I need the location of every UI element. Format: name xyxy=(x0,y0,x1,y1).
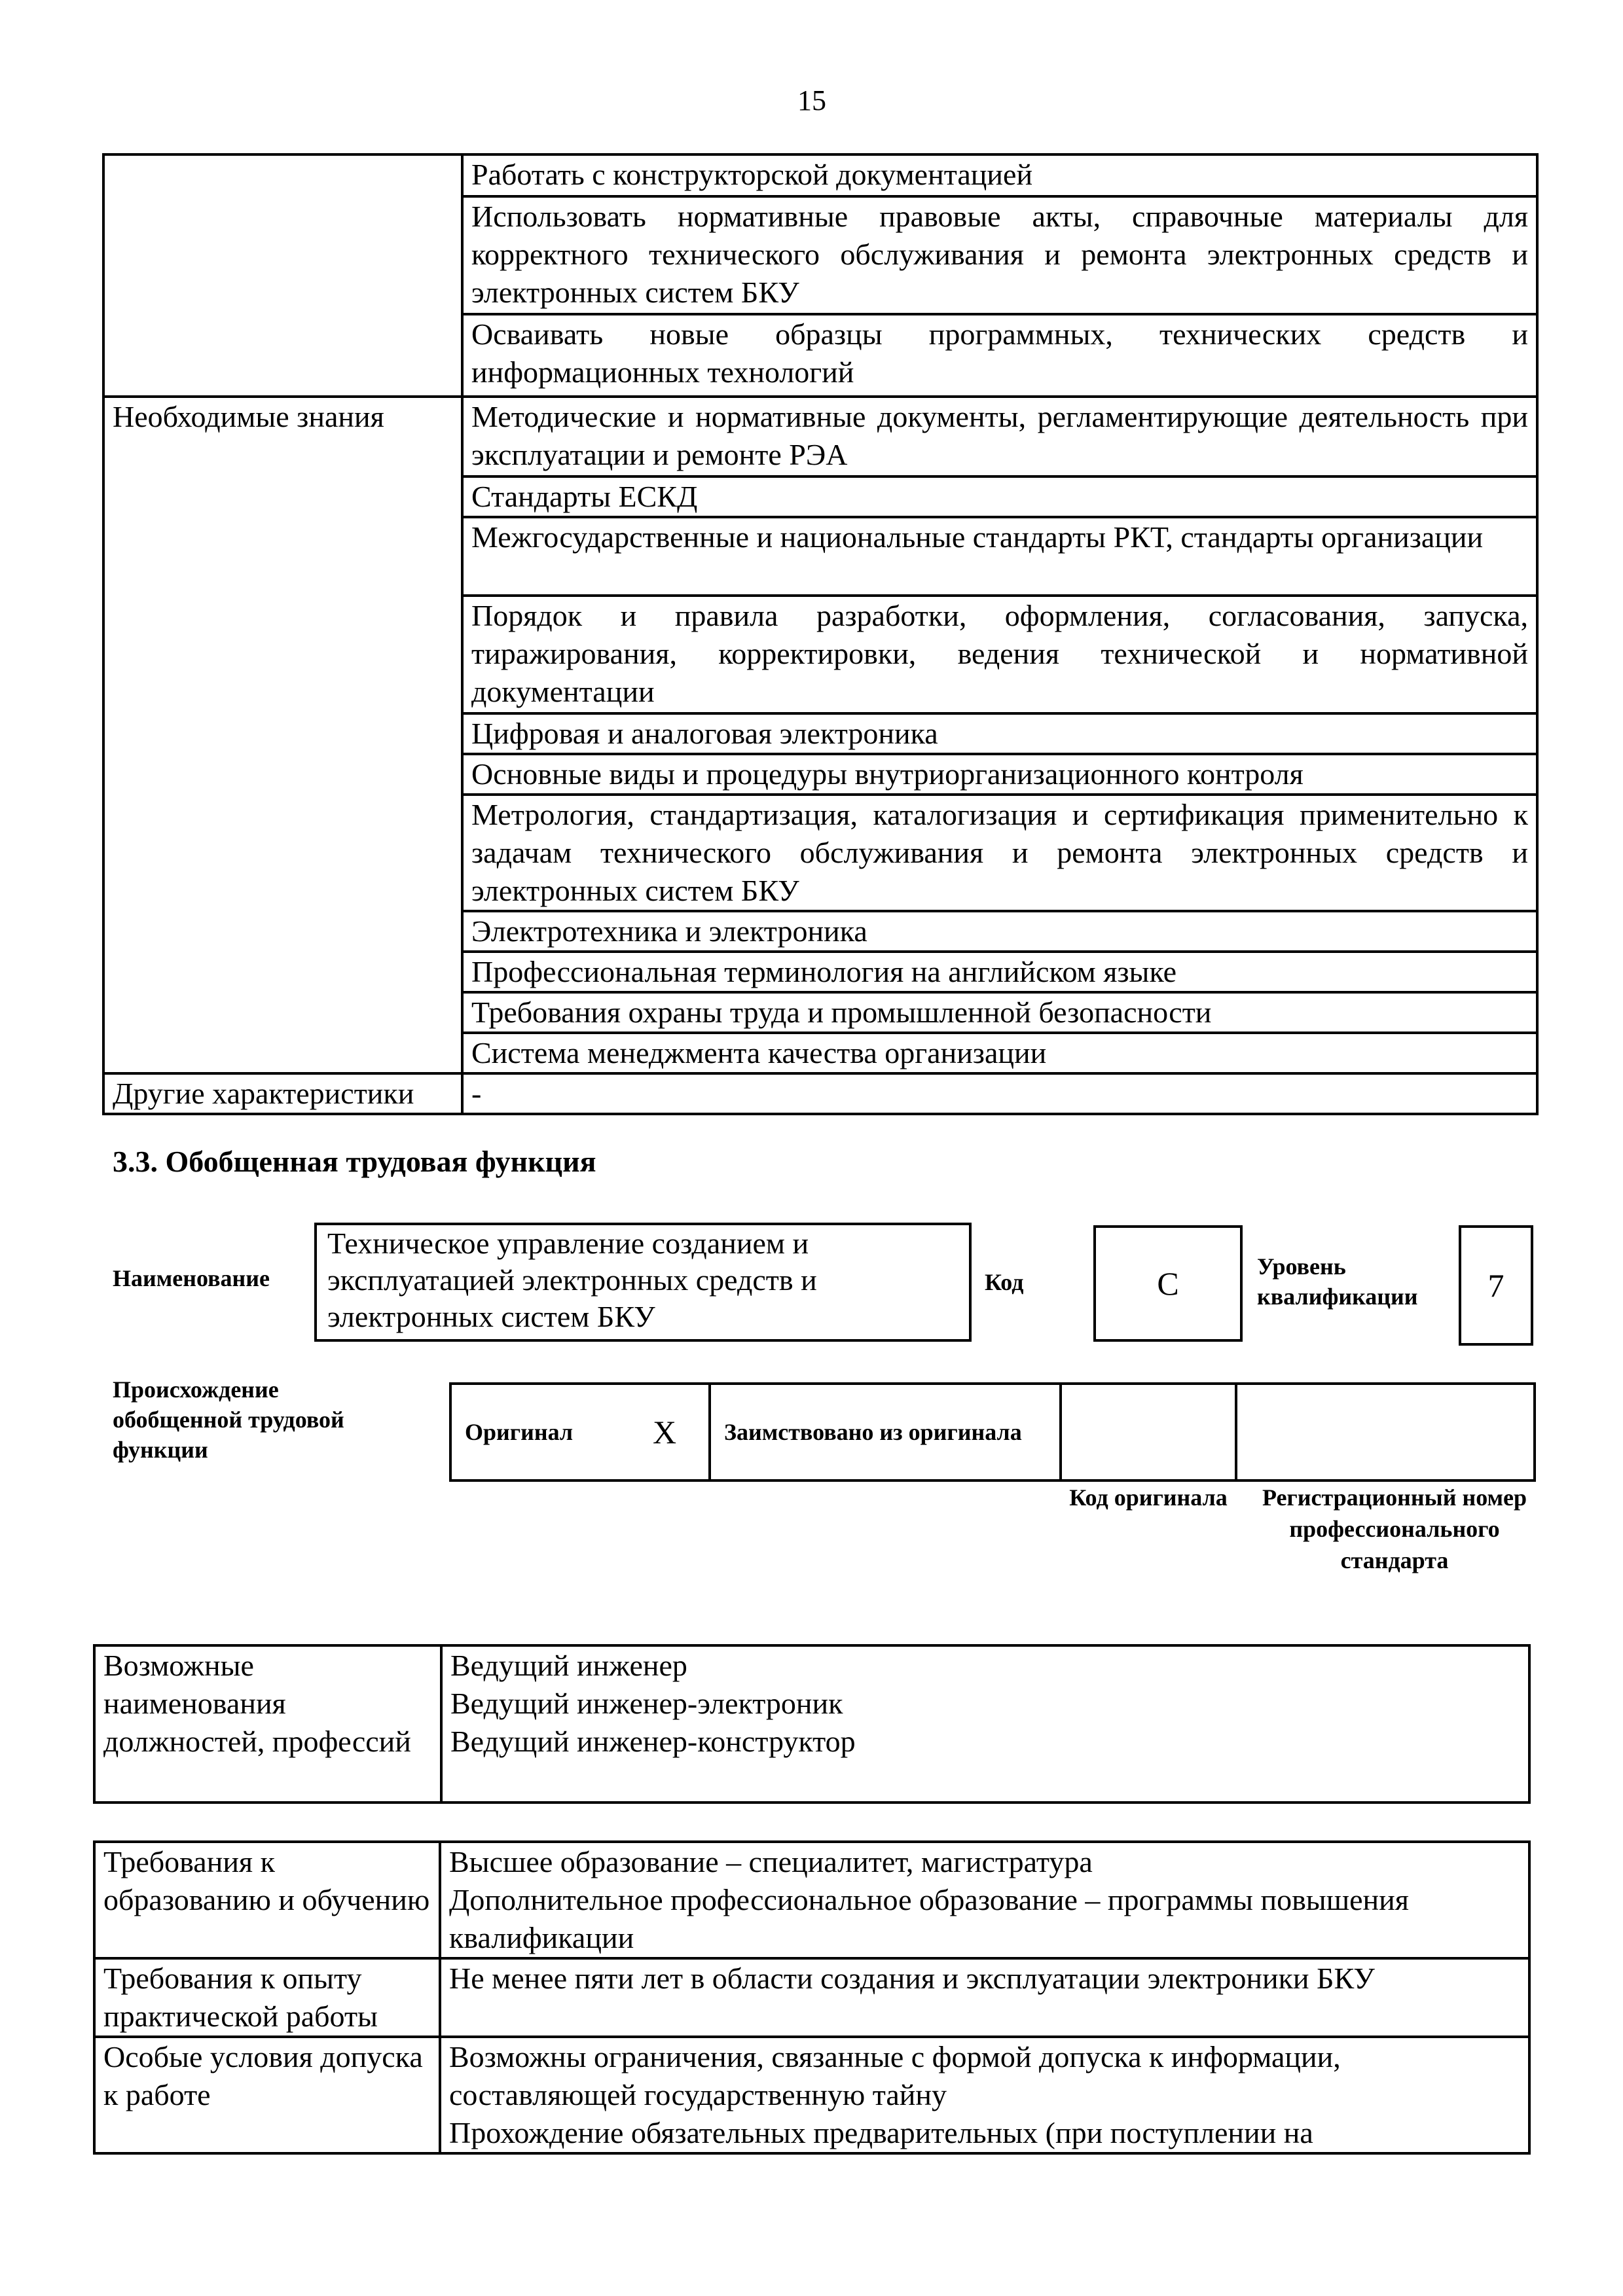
original-code-cell xyxy=(1061,1384,1236,1480)
origin-label: Происхождение обобщенной трудовой функции xyxy=(113,1376,344,1463)
requirement-values xyxy=(440,1958,1529,2037)
position-item: Ведущий инженер xyxy=(450,1649,687,1682)
registration-caption: Регистрационный номер профессионального стандарта xyxy=(1262,1484,1527,1573)
section-heading: 3.3. Обобщенная трудовая функция xyxy=(113,1145,596,1178)
table-cell: Использовать нормативные правовые акты, справочные материалы для корректного технического обслуживания и ремонта электронных средств и электронных систем БКУ xyxy=(462,196,1537,314)
original-mark: X xyxy=(621,1384,710,1480)
table-cell: Профессиональная терминология на английском языке xyxy=(462,952,1537,992)
table-cell: Порядок и правила разработки, оформления, согласования, запуска, тиражирования, корректировки, ведения технической и нормативной документации xyxy=(462,596,1537,713)
table-cell: Электротехника и электроника xyxy=(462,911,1537,952)
requirement-item: Возможны ограничения, связанные с формой допуска к информации, составляющей государственную тайну xyxy=(449,2040,1341,2111)
code-value: C xyxy=(1157,1265,1179,1302)
name-value-box xyxy=(314,1223,972,1342)
table-cell: Основные виды и процедуры внутриорганизационного контроля xyxy=(462,754,1537,795)
table-label-knowledge: Необходимые знания xyxy=(103,397,462,1073)
requirement-label: Требования к образованию и обучению xyxy=(94,1842,440,1958)
position-item: Ведущий инженер-конструктор xyxy=(450,1725,856,1758)
table-cell: Работать с конструкторской документацией xyxy=(462,154,1537,196)
skills-knowledge-table xyxy=(102,153,1539,1115)
original-label: Оригинал xyxy=(450,1384,621,1480)
level-value-box xyxy=(1459,1225,1533,1346)
requirement-item: Не менее пяти лет в области создания и эксплуатации электроники БКУ xyxy=(449,1962,1375,1995)
level-label: Уровень квалификации xyxy=(1257,1253,1418,1310)
requirement-label: Требования к опыту практической работы xyxy=(94,1958,440,2037)
code-value-box xyxy=(1093,1225,1243,1342)
requirement-values xyxy=(440,2037,1529,2153)
positions-label: Возможные наименования должностей, профессий xyxy=(94,1645,441,1803)
requirements-table xyxy=(93,1840,1531,2155)
name-value: Техническое управление созданием и эксплуатацией электронных средств и электронных систем БКУ xyxy=(327,1227,817,1333)
borrowed-label: Заимствовано из оригинала xyxy=(710,1384,1061,1480)
table-cell: Осваивать новые образцы программных, технических средств и информационных технологий xyxy=(462,314,1537,397)
positions-table xyxy=(93,1644,1531,1804)
table-cell: Методические и нормативные документы, регламентирующие деятельность при эксплуатации и ремонте РЭА xyxy=(462,397,1537,476)
table-cell: Цифровая и аналоговая электроника xyxy=(462,713,1537,754)
requirement-label: Особые условия допуска к работе xyxy=(94,2037,440,2153)
requirement-item: Прохождение обязательных предварительных (при поступлении на xyxy=(449,2116,1313,2149)
registration-number-cell xyxy=(1236,1384,1535,1480)
origin-table xyxy=(449,1382,1536,1482)
table-cell: Требования охраны труда и промышленной безопасности xyxy=(462,992,1537,1033)
table-cell: Стандарты ЕСКД xyxy=(462,476,1537,517)
code-caption: Код оригинала xyxy=(1069,1484,1228,1511)
table-label-other: Другие характеристики xyxy=(103,1073,462,1114)
code-label: Код xyxy=(985,1269,1024,1295)
table-cell: Метрология, стандартизация, каталогизация и сертификация применительно к задачам технического обслуживания и ремонта электронных средств и электронных систем БКУ xyxy=(462,795,1537,911)
table-cell: Межгосударственные и национальные стандарты РКТ, стандарты организации xyxy=(462,517,1537,596)
requirement-values xyxy=(440,1842,1529,1958)
requirement-item: Дополнительное профессиональное образование – программы повышения квалификации xyxy=(449,1883,1409,1954)
table-cell: Система менеджмента качества организации xyxy=(462,1033,1537,1073)
positions-values xyxy=(441,1645,1529,1803)
name-label: Наименование xyxy=(113,1265,270,1291)
table-label-empty xyxy=(103,154,462,397)
table-cell: - xyxy=(462,1073,1537,1114)
level-value: 7 xyxy=(1487,1267,1504,1304)
requirement-item: Высшее образование – специалитет, магистратура xyxy=(449,1845,1093,1878)
position-item: Ведущий инженер-электроник xyxy=(450,1687,843,1720)
page-number: 15 xyxy=(797,84,826,117)
